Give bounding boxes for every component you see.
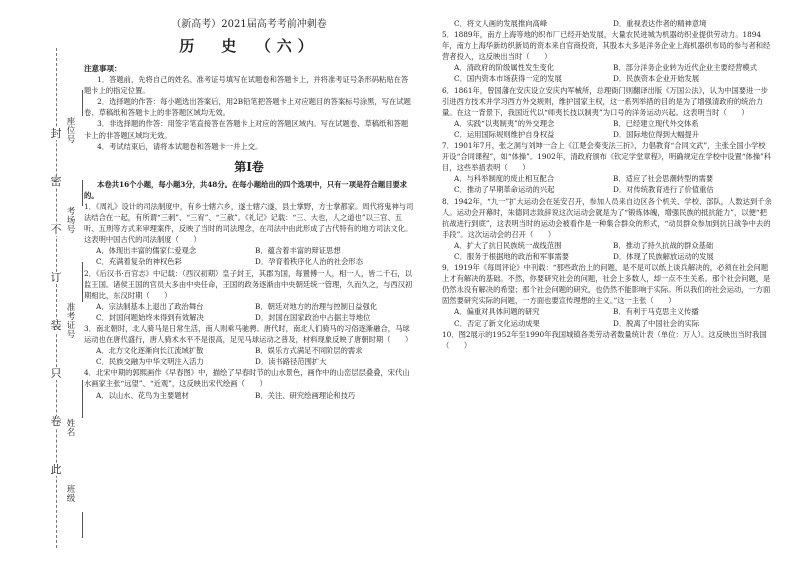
right-column bbox=[442, 18, 772, 351]
option-c: C．运用国际规则维护自身权益 bbox=[454, 129, 555, 139]
option-d: D．重视表达作者的精神意境 bbox=[613, 19, 707, 28]
option-b: B．推动了持久抗战的群众基础 bbox=[613, 240, 714, 250]
admission-number-line bbox=[82, 262, 83, 302]
exam-title: 历 史 （六） bbox=[179, 37, 319, 55]
option-a: A．体现出丰富的儒家仁爱观念 bbox=[96, 246, 197, 256]
option-d: D．民族资本企业开始发展 bbox=[613, 74, 700, 84]
option-a: A．以山水、花鸟为主要题材 bbox=[96, 390, 189, 400]
option-d: D．封国在国家政治中占据主导地位 bbox=[255, 312, 371, 322]
seal-char: 此 bbox=[50, 463, 62, 476]
option-c: C．封国问题始终未得到有效解决 bbox=[96, 312, 204, 322]
notice-heading: 注意事项： bbox=[84, 64, 122, 73]
option-d: D．体现了民族解放运动的发展 bbox=[613, 251, 714, 261]
option-b: B．娱乐方式满足不同阶层的需求 bbox=[255, 346, 363, 356]
option-c: C．充满着复杂的神权色彩 bbox=[96, 257, 182, 267]
option-c: C．国内资本市场获得一定的发展 bbox=[454, 74, 562, 84]
option-c: C．否定了新文化运动成果 bbox=[454, 318, 540, 328]
seal-char: 封 bbox=[50, 127, 62, 140]
question-stem: 7．1901年7月，张之洞与刘坤一合上《江楚会奏变法三折》，力倡教育“合同文武”，主张全国小学校开设“合同课程”，如“体操”。1902年，清政府颁布《钦定学堂章程》，明确规定在学校中设置“体操”科目，这些举措表明（ ） bbox=[442, 141, 772, 173]
option-a: A．清政府的阶级属性发生变化 bbox=[454, 63, 555, 73]
class-line bbox=[82, 512, 83, 538]
question-stem: 3．南北朝时，北人骑马是日常生活，南人则乘马驰骋。唐代时，南北人们骑马的习俗逐渐融合，马球运动也在唐代盛行，唐人骑术水平不是很高，足见马球运动之普及，材料现象反映了唐朝时期（ ） bbox=[84, 323, 413, 345]
name-line bbox=[82, 380, 83, 418]
option-d: D．国际地位得到大幅提升 bbox=[613, 129, 700, 139]
seal-char: 不 bbox=[50, 223, 62, 236]
exam-room-label: 考场号 bbox=[66, 207, 76, 235]
option-d: D．脱离了中国社会的实际 bbox=[613, 318, 700, 328]
question bbox=[84, 268, 414, 323]
option-c: C．将文人画的发展推向高峰 bbox=[454, 19, 548, 28]
question bbox=[84, 201, 414, 268]
seal-char: 只 bbox=[50, 367, 62, 380]
seat-number-line bbox=[82, 90, 83, 116]
option-d: D．孕育着秩序化人治的社会形态 bbox=[255, 257, 364, 267]
question-continued bbox=[442, 18, 772, 29]
seal-char: 卷 bbox=[50, 415, 62, 428]
admission-number-label: 准考证号 bbox=[66, 303, 76, 340]
question bbox=[442, 196, 772, 263]
question bbox=[442, 29, 772, 84]
option-a: A．与科举制度的废止相互配合 bbox=[454, 174, 555, 184]
option-b: B．部分洋务企业转为近代企业主要经营模式 bbox=[613, 63, 758, 73]
question-stem: 6．1861年，曾国藩在安庆设立安庆内军械所，总理衙门则翻译出版《万国公法》，认为中国要进一步引进西方技术并学习西方外交规则，维护国家主权，这一系列举措的目的是为了增强清政府的统治力量。在这一背景下，我国近代以“师夷长技以制夷”为口号的洋务运动兴起。这表明当时（ ） bbox=[442, 85, 769, 117]
option-a: A．北方文化逐渐向长江流域扩散 bbox=[96, 346, 204, 356]
section-title: 第Ⅰ卷 bbox=[234, 159, 264, 174]
exam-room-line bbox=[82, 180, 83, 206]
option-d: D．读书路径范围扩大 bbox=[255, 357, 327, 367]
notice-item: 2．选择题的作答：每小题选出答案后，用2B铅笔把答题卡上对应题目的答案标号涂黑，写在试题卷、草稿纸和答题卡上的非答题区域均无效。 bbox=[84, 97, 411, 118]
option-a: A．宗法制基本上退出了政治舞台 bbox=[96, 301, 204, 311]
question-stem: 8．1942年，“九一”扩大运动会在延安召开，参加人员来自边区各个机关、学校、部队，人数达到千余人。运动会开幕时，朱德同志致辞说这次运动会就是为了“锻炼体魄，增强民族的抵抗能力”，以便“把抗战进行到底”，这表明当时的运动会被看作是一种集合群众的形式，“动员群众参加到抗日战争中去的手段”。这次运动会的召开（ ） bbox=[442, 196, 772, 239]
option-b: B．有利于马克思主义传播 bbox=[613, 307, 699, 317]
question-stem: 10．图2展示的1952年至1990年我国城镇各类劳动者数量统计表（单位：万人）。这反映出当时我国（ ） bbox=[442, 329, 767, 350]
question bbox=[442, 262, 772, 329]
option-b: B．朝廷对地方的治理与控制日益强化 bbox=[255, 301, 378, 311]
binding-margin bbox=[0, 0, 88, 562]
option-c: C．服务于根据地的政治和军事需要 bbox=[454, 251, 570, 261]
seal-char: 装 bbox=[50, 319, 62, 332]
option-b: B．蕴含着丰富的辩证思想 bbox=[255, 246, 341, 256]
question-stem: 5．1889年，南方上海等地的织布厂已经开始发展，大量农民进城为机器纺织业提供劳动力。1894年，南方上海华新纺织新局的资本来自官商投资，其股本大多是洋务企业上海机器织布局的参与者和经营者投入，这反映出当时（ ） bbox=[442, 30, 771, 62]
option-a: A．偏重对具体问题的研究 bbox=[454, 307, 540, 317]
question bbox=[442, 140, 772, 195]
question bbox=[84, 323, 414, 367]
exam-series: （新高考）2021届高考考前冲刺卷 bbox=[171, 19, 327, 30]
question-stem: 9．1919年《每周评论》中刊载：“那些政治上的问题，是不是可以纸上谈兵解决的，必须在社会问题上才有解决的基础。不然，你要研究社会的问题，社会上多数人，却一点不生关系。那个社会问题，是仍然永没有解决的希望；那个社会问题的研究，也仍然不能影响于实际。所以我们的社会运动，一方面固然要研究实际的问题，一方面也要宣传理想的主义。”这一主张（ ） bbox=[442, 263, 771, 306]
question-stem: 4．北宋中期的郭熙画作《早春图》中，描绘了早春时节的山水景色，画作中的山峦层层叠叠，宋代山水画家主张“远望”、“近观”，这反映出宋代绘画（ ） bbox=[84, 368, 410, 389]
notice-item: 1．答题前，先将自己的姓名、准考证号填写在试题卷和答题卡上，并将准考证号条形码粘贴在答题卡上的指定位置。 bbox=[84, 75, 409, 96]
option-b: B．关注、研究绘画理论和技巧 bbox=[255, 390, 356, 400]
question-stem: 1．《周礼》设计的司法制度中，有乡士辖六乡，遂士辖六遂，县士掌野，方士掌都家。周代将鬼神与司法结合在一起，有所谓“三刺”、“三宥”、“三赦”。《礼记》记载：“三、大也，人之道也”以三官、五听、五刑等方式来审理案件，反映了当时的司法理念，在司法中由此形成了古代特有的地方司法文化。这表明中国古代的司法制度（ ） bbox=[84, 201, 414, 245]
class-label: 班级 bbox=[66, 485, 76, 504]
left-column bbox=[84, 18, 414, 401]
seal-char: 订 bbox=[50, 271, 62, 284]
option-a: A．实践“以夷制夷”的外交理念 bbox=[454, 118, 555, 128]
option-c: C．推动了早期革命运动的兴起 bbox=[454, 185, 555, 195]
option-b: B．已经建立现代外交体系 bbox=[613, 118, 699, 128]
option-b: B．适应了社会思潮转型的需要 bbox=[613, 174, 714, 184]
seat-number-label: 座位号 bbox=[66, 117, 76, 145]
notice-block bbox=[84, 63, 414, 152]
question-stem: 2．《后汉书·百官志》中记载：（西汉初期）皇子封王，其郡为国，每置傅一人，相一人，皆二千石，以监王国。诸侯王国的官员大多由中央任命，王国的政务逐渐由中央朝廷统一管理，久而久之，与西汉初期相比，东汉时期（ ） bbox=[84, 268, 413, 300]
question bbox=[442, 329, 772, 351]
seal-char: 密 bbox=[50, 175, 62, 188]
question bbox=[442, 85, 772, 140]
notice-item: 4．考试结束后，请将本试题卷和答题卡一并上交。 bbox=[97, 141, 263, 151]
option-c: C．民族交融为中华文明注入活力 bbox=[96, 357, 204, 367]
question bbox=[84, 367, 414, 400]
option-d: D．对传统教育进行了价值重估 bbox=[613, 185, 714, 195]
notice-item: 3．非选择题的作答：用签字笔直接答在答题卡上对应的答题区域内。写在试题卷、草稿纸和答题卡上的非答题区域均无效。 bbox=[84, 119, 409, 140]
option-a: A．扩大了抗日民族统一战线范围 bbox=[454, 240, 562, 250]
name-label: 姓名 bbox=[66, 419, 76, 438]
section-instruction: 本卷共16个小题，每小题3分，共48分。在每小题给出的四个选项中，只有一项是符合题目要求的。 bbox=[84, 179, 408, 200]
